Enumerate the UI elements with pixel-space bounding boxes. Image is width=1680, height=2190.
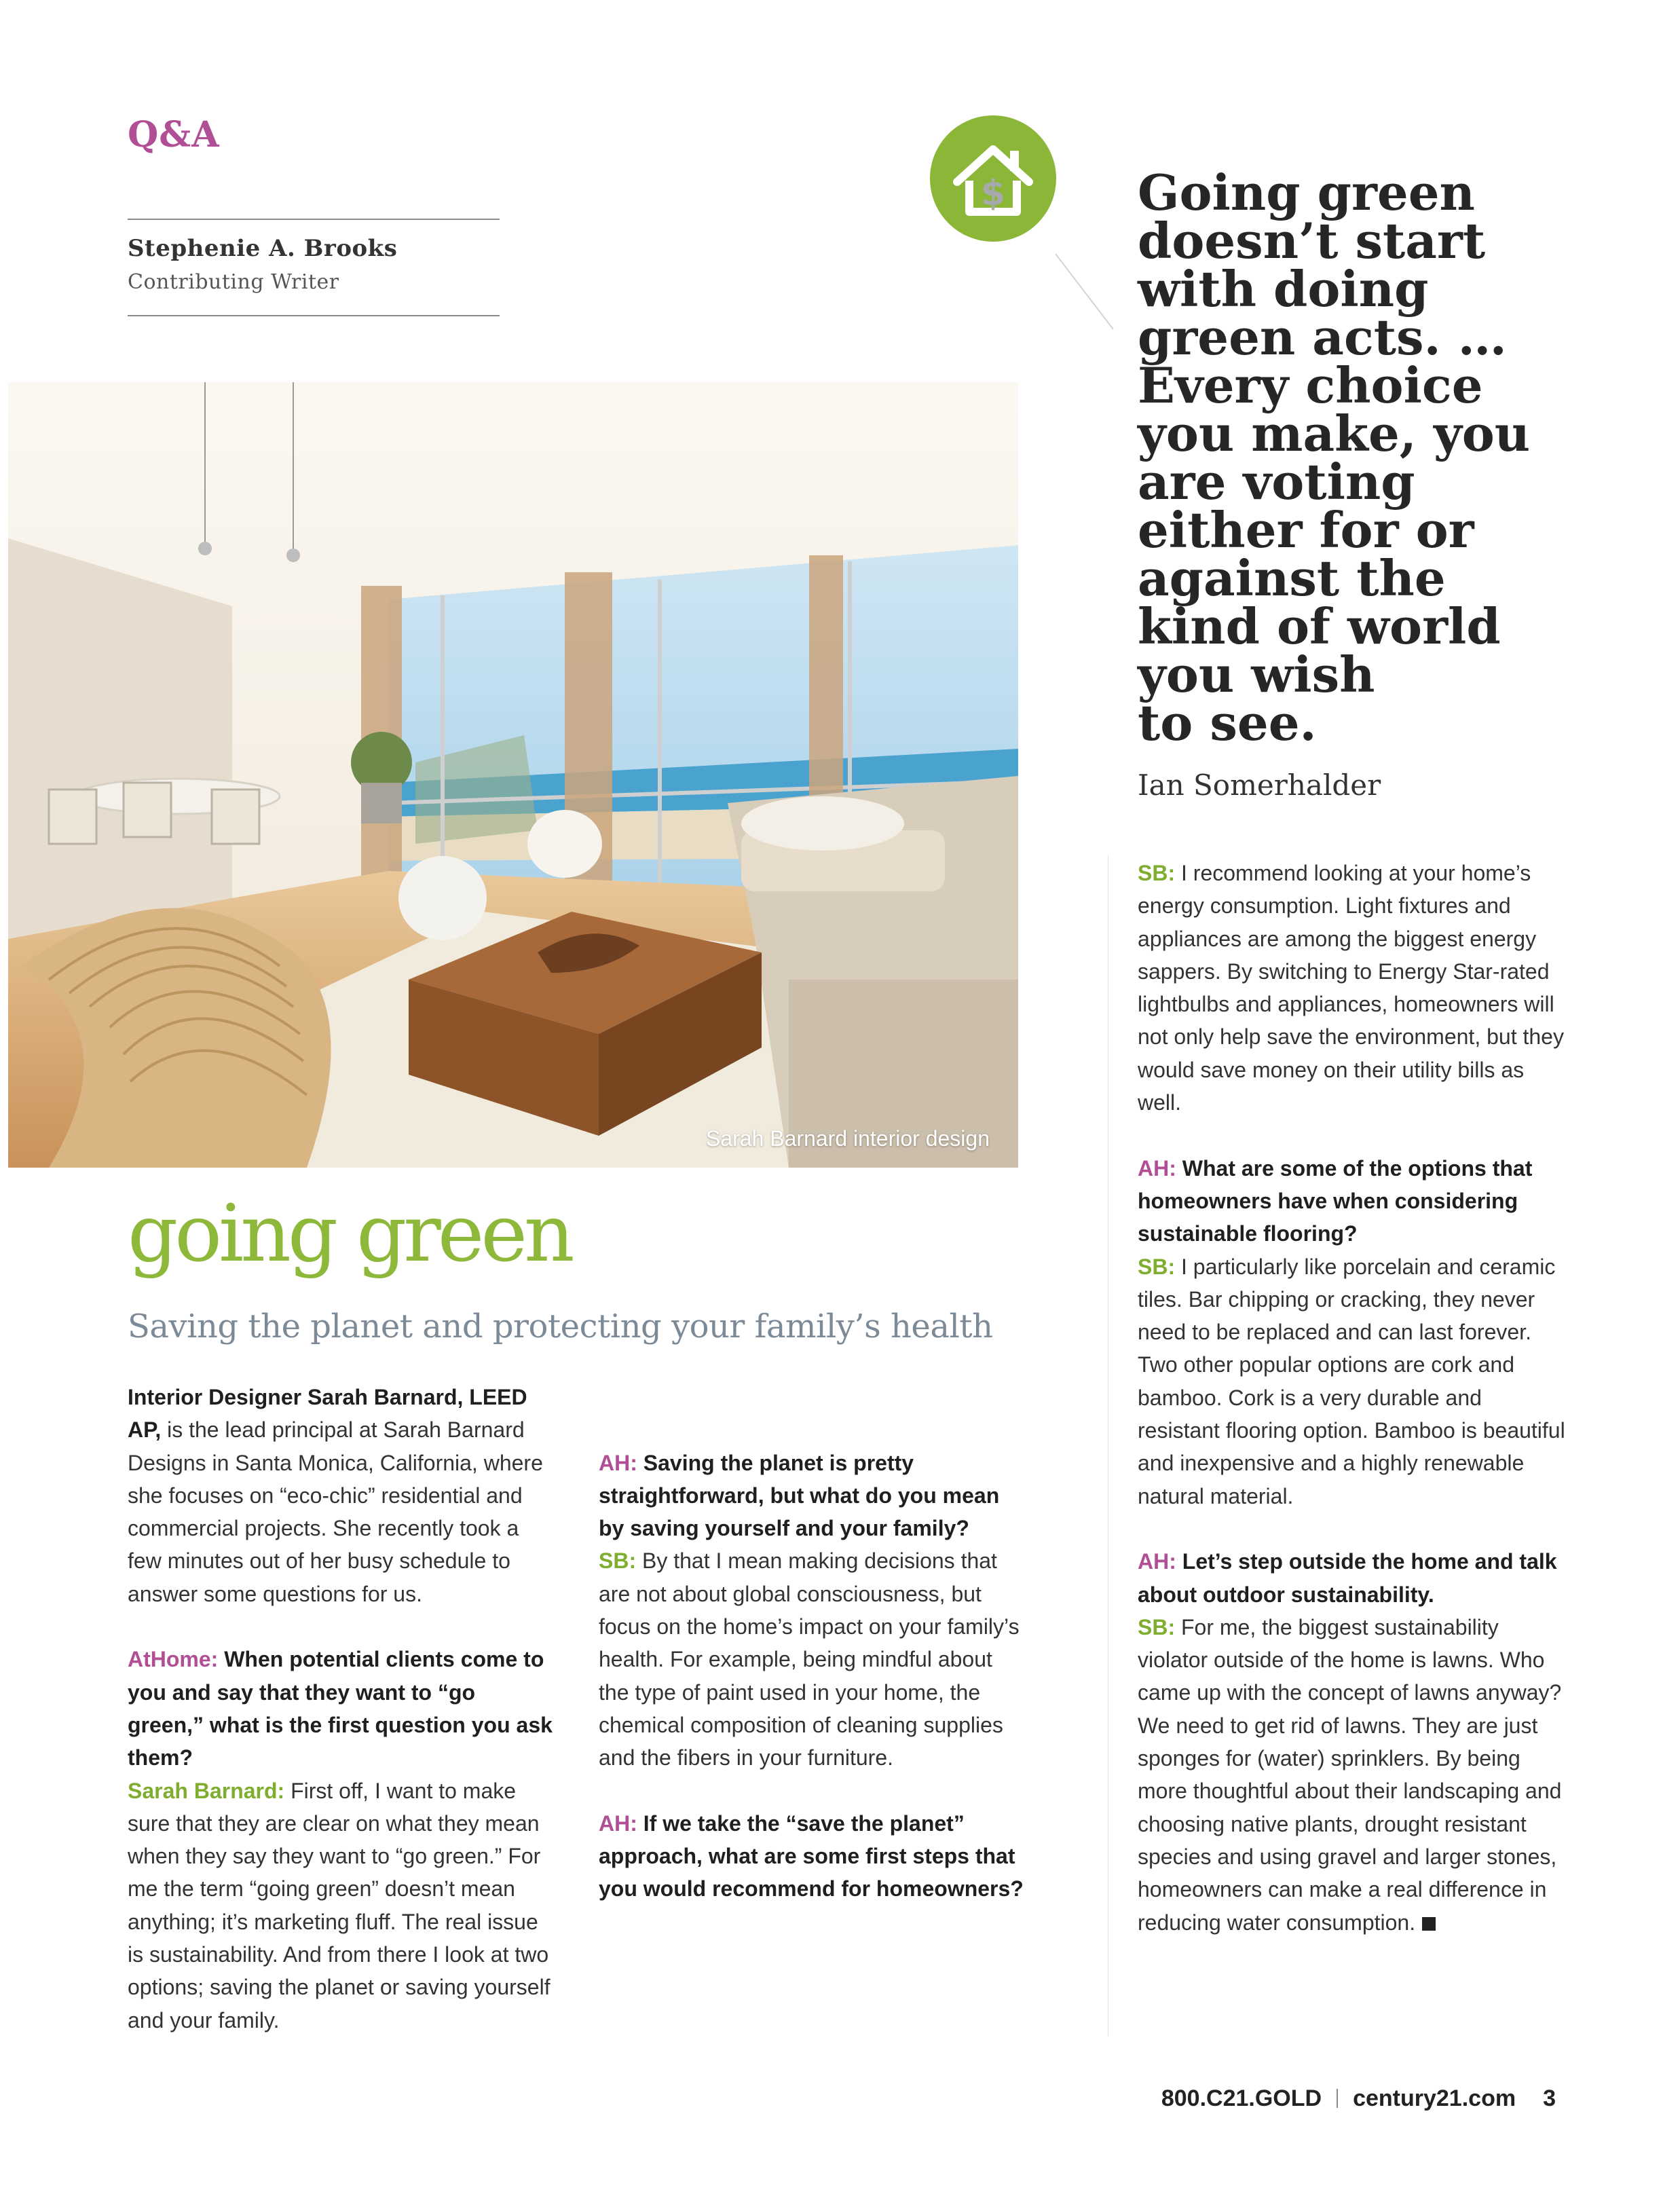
quote-line: with doing xyxy=(1138,260,1429,318)
article-column-2 xyxy=(599,1447,1026,1938)
question-3 xyxy=(599,1807,1026,1906)
quote-line: kind of world xyxy=(1138,597,1501,655)
divider-top xyxy=(128,219,500,220)
article-subtitle: Saving the planet and protecting your family’s health xyxy=(128,1307,993,1345)
q4-label: AH: xyxy=(1138,1155,1176,1181)
quote-line: to see. xyxy=(1138,694,1317,751)
q3-label: AH: xyxy=(599,1811,637,1836)
q4-text: What are some of the options that homeowners have when considering sustainable flooring? xyxy=(1138,1155,1533,1246)
quote-line: against the xyxy=(1138,549,1446,607)
article-title: going green xyxy=(128,1188,572,1280)
a3-text: I recommend looking at your home’s energy consumption. Light fixtures and appliances are among the biggest energy sappers. By switching to Energy Star-rated lightbulbs and appliances, homeowners will not only help save the environment, but they would save money on their utility bills as well. xyxy=(1138,861,1564,1115)
q2-text: Saving the planet is pretty straightforward, but what do you mean by saving yourself and your family? xyxy=(599,1450,1000,1541)
footer-phone: 800.C21.GOLD xyxy=(1161,2085,1322,2111)
quote-line: Going green xyxy=(1138,164,1475,221)
a5-text: For me, the biggest sustainability violator outside of the home is lawns. Who came up with the concept of lawns anyway? We need to get rid of lawns. They are just sponges for (water) sprinklers. By being more thoughtful about their landscaping and choosing native plants, drought resistant species and using gravel and larger stones, homeowners can make a real difference in reducing water consumption. xyxy=(1138,1614,1562,1935)
green-house-dollar-icon xyxy=(930,115,1056,242)
footer-website: century21.com xyxy=(1353,2085,1516,2111)
quote-attribution: Ian Somerhalder xyxy=(1138,768,1381,802)
quote-line: doesn’t start xyxy=(1138,212,1486,270)
a4-label: SB: xyxy=(1138,1254,1176,1279)
divider-bottom xyxy=(128,315,500,316)
article-column-3 xyxy=(1138,857,1565,1971)
pull-quote xyxy=(1138,164,1599,751)
article-column-1 xyxy=(128,1381,555,2069)
q1-text: When potential clients come to you and say that they want to “go green,” what is the first question you ask them? xyxy=(128,1647,553,1770)
q5-text: Let’s step outside the home and talk about outdoor sustainability. xyxy=(1138,1549,1557,1607)
question-1 xyxy=(128,1643,555,2037)
question-5 xyxy=(1138,1545,1565,1939)
a2-text: By that I mean making decisions that are not about global consciousness, but focus on the home’s impact on your family’s health. For example, being mindful about the type of paint used in your home, the chemical composition of cleaning supplies and the fibers in your furniture. xyxy=(599,1548,1020,1770)
quote-line: you wish xyxy=(1138,646,1375,703)
interior-photo xyxy=(8,382,1018,1168)
footer-separator xyxy=(1337,2089,1338,2108)
quote-line: green acts. … xyxy=(1138,308,1507,366)
a1-text: First off, I want to make sure that they are clear on what they mean when they say they want to “go green.” For me the term “going green” doesn’t mean anything; it’s marketing fluff. The real issue is sustainability. And from there I look at two options; saving the planet or saving yourself and your family. xyxy=(128,1778,550,2033)
q3-text: If we take the “save the planet” approach, what are some first steps that you would recommend for homeowners? xyxy=(599,1811,1024,1901)
intro-paragraph xyxy=(128,1381,555,1610)
a2-label: SB: xyxy=(599,1548,637,1574)
a1-label: Sarah Barnard: xyxy=(128,1778,285,1803)
intro-text: is the lead principal at Sarah Barnard Designs in Santa Monica, California, where she focuses on “eco-chic” residential and commercial projects. She recently took a few minutes out of her busy schedule to answer some questions for us. xyxy=(128,1417,543,1606)
question-4 xyxy=(1138,1152,1565,1512)
photo-caption: Sarah Barnard interior design xyxy=(705,1126,990,1151)
author-name: Stephenie A. Brooks xyxy=(128,235,398,262)
callout-line xyxy=(1056,251,1117,333)
quote-line: you make, you xyxy=(1138,405,1531,462)
intro-bold: Interior Designer Sarah Barnard, LEED AP, xyxy=(128,1385,527,1443)
end-of-article-mark xyxy=(1422,1917,1436,1931)
page-number: 3 xyxy=(1543,2085,1556,2111)
quote-line: are voting xyxy=(1138,453,1415,511)
q1-label: AtHome: xyxy=(128,1647,219,1672)
page-footer xyxy=(1161,2085,1556,2112)
section-tag: Q&A xyxy=(128,114,220,155)
a3-label: SB: xyxy=(1138,861,1176,885)
answer-3 xyxy=(1138,857,1565,1119)
a4-text: I particularly like porcelain and ceramic tiles. Bar chipping or cracking, they never need to be replaced and can last forever. Two other popular options are cork and bamboo. Cork is a very durable and resistant flooring option. Bamboo is beautiful and inexpensive and a highly renewable natural material. xyxy=(1138,1254,1565,1508)
author-role: Contributing Writer xyxy=(128,270,339,294)
q5-label: AH: xyxy=(1138,1549,1176,1574)
question-2 xyxy=(599,1447,1026,1775)
quote-line: Every choice xyxy=(1138,356,1483,414)
svg-text:$: $ xyxy=(980,173,1006,214)
q2-label: AH: xyxy=(599,1450,637,1475)
a5-label: SB: xyxy=(1138,1614,1176,1639)
quote-line: either for or xyxy=(1138,501,1474,559)
